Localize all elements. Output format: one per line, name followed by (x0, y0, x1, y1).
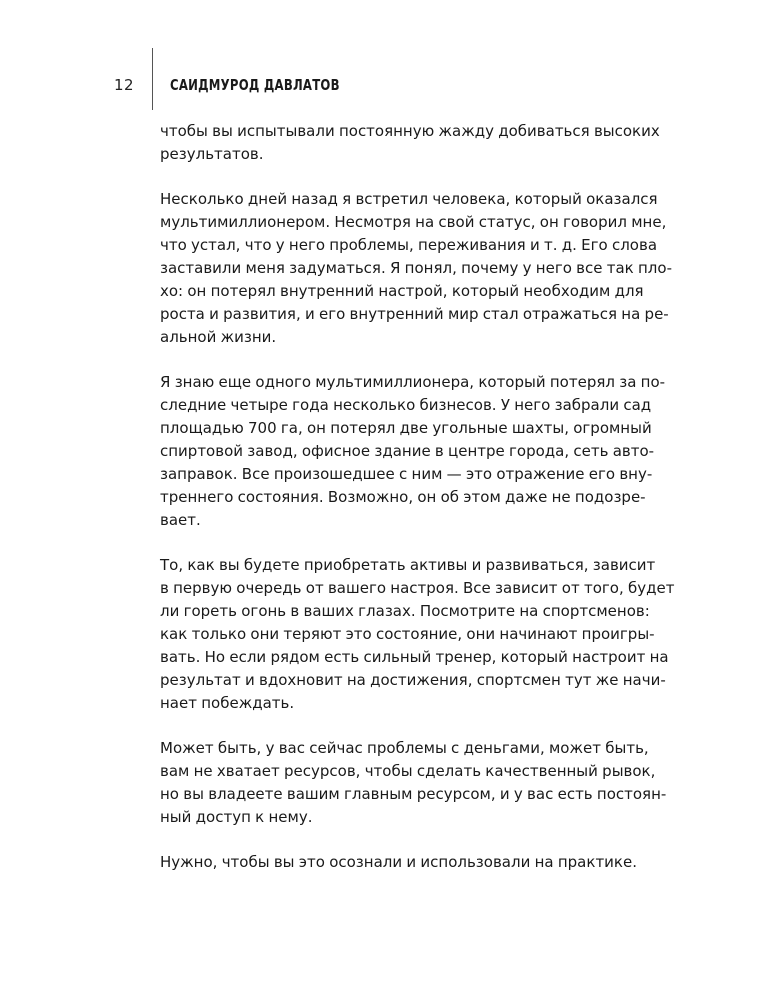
page-number: 12 (114, 76, 135, 94)
text-line: спиртовой завод, офисное здание в центре города, сеть авто- (160, 442, 655, 460)
paragraph (160, 737, 667, 829)
text-line: роста и развития, и его внутренний мир стал отражаться на ре- (160, 305, 669, 323)
text-line: Может быть, у вас сейчас проблемы с деньгами, может быть, (160, 739, 649, 757)
text-line: нает побеждать. (160, 694, 295, 712)
text-line: вам не хватает ресурсов, чтобы сделать качественный рывок, (160, 762, 656, 780)
paragraph (160, 554, 675, 715)
author-name: САИДМУРОД ДАВЛАТОВ (170, 76, 340, 94)
text-line: в первую очередь от вашего настроя. Все зависит от того, будет (160, 579, 675, 597)
text-line: Я знаю еще одного мультимиллионера, который потерял за по- (160, 373, 666, 391)
text-line: площадью 700 га, он потерял две угольные шахты, огромный (160, 419, 652, 437)
paragraph (160, 371, 666, 532)
text-line: чтобы вы испытывали постоянную жажду добиваться высоких (160, 122, 660, 140)
text-line: как только они теряют это состояние, они начинают проигры- (160, 625, 655, 643)
body-text (160, 120, 675, 896)
text-line: мультимиллионером. Несмотря на свой статус, он говорил мне, (160, 213, 667, 231)
paragraph (160, 188, 672, 349)
text-line: следние четыре года несколько бизнесов. У него забрали сад (160, 396, 652, 414)
header-divider (152, 48, 153, 110)
text-line: ный доступ к нему. (160, 808, 313, 826)
text-line: ли гореть огонь в ваших глазах. Посмотрите на спортсменов: (160, 602, 650, 620)
text-line: альной жизни. (160, 328, 277, 346)
text-line: вать. Но если рядом есть сильный тренер, который настроит на (160, 648, 669, 666)
running-header (0, 48, 759, 110)
text-line: заправок. Все произошедшее с ним — это отражение его вну- (160, 465, 653, 483)
text-line: но вы владеете вашим главным ресурсом, и у вас есть постоян- (160, 785, 667, 803)
paragraph (160, 120, 660, 166)
text-line: Несколько дней назад я встретил человека, который оказался (160, 190, 658, 208)
text-line: хо: он потерял внутренний настрой, который необходим для (160, 282, 644, 300)
text-line: треннего состояния. Возможно, он об этом даже не подозре- (160, 488, 646, 506)
text-line: Нужно, чтобы вы это осознали и использовали на практике. (160, 853, 637, 871)
text-line: что устал, что у него проблемы, переживания и т. д. Его слова (160, 236, 658, 254)
text-line: результатов. (160, 145, 264, 163)
text-line: То, как вы будете приобретать активы и развиваться, зависит (160, 556, 656, 574)
text-line: заставили меня задуматься. Я понял, почему у него все так пло- (160, 259, 672, 277)
paragraph (160, 851, 637, 874)
text-line: вает. (160, 511, 201, 529)
text-line: результат и вдохновит на достижения, спортсмен тут же начи- (160, 671, 666, 689)
